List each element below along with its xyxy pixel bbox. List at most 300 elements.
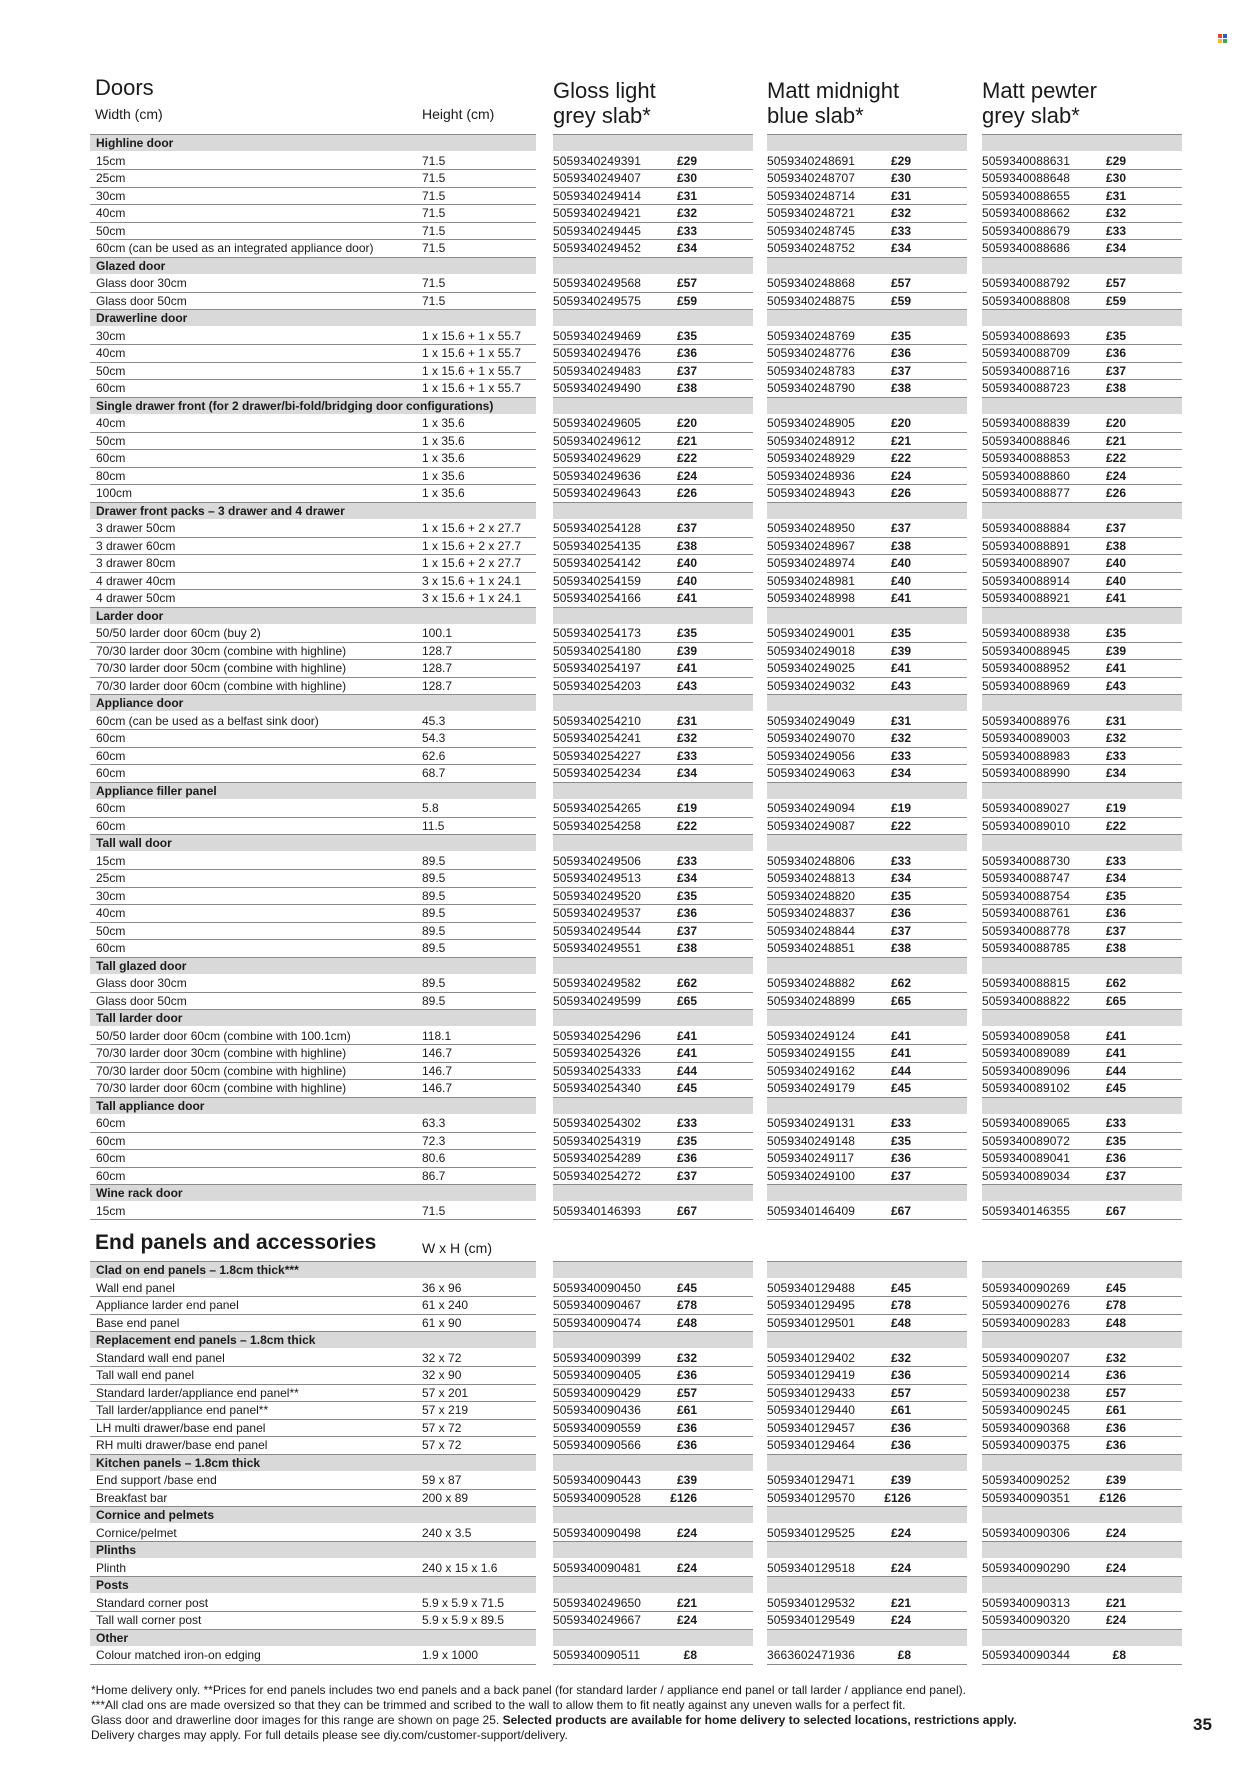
cell-gloss-light-grey-price: £31 — [676, 713, 697, 728]
cell-matt-midnight-blue-price: £41 — [890, 1046, 911, 1060]
cell-matt-midnight-blue-price: £38 — [890, 941, 911, 955]
cell-matt-pewter-grey-code: 5059340090238 — [982, 1385, 1071, 1400]
section-bar — [982, 1010, 1182, 1026]
cell-gloss-light-grey-price: £30 — [676, 171, 697, 185]
section-bar — [982, 310, 1182, 326]
cell-gloss-light-grey-price: £39 — [676, 643, 697, 658]
cell-matt-pewter-grey-code: 5059340089027 — [982, 801, 1071, 815]
cell-height: 146.7 — [422, 1046, 453, 1060]
cell-matt-pewter-grey-price: £34 — [1105, 241, 1126, 255]
section-title: Drawer front packs – 3 drawer and 4 drawer — [96, 503, 345, 518]
cell-matt-midnight-blue-code: 5059340249094 — [767, 801, 856, 815]
cell-gloss-light-grey-code: 5059340249544 — [553, 923, 642, 938]
cell-matt-pewter-grey-code: 5059340090283 — [982, 1315, 1071, 1330]
cell-gloss-light-grey-price: £38 — [676, 538, 697, 553]
cell-size: 4 drawer 50cm — [96, 591, 176, 605]
cell-matt-pewter-grey-code: 5059340088853 — [982, 451, 1071, 465]
section-title: Appliance filler panel — [96, 783, 217, 798]
cell-matt-midnight-blue-code: 5059340248936 — [767, 468, 856, 483]
cell-gloss-light-grey-code: 5059340254166 — [553, 591, 642, 605]
section-bar — [982, 1577, 1182, 1593]
cell-size: 40cm — [96, 206, 126, 220]
cell-height: 45.3 — [422, 713, 446, 728]
cell-matt-midnight-blue-price: £24 — [890, 468, 911, 483]
cell-size: 60cm — [96, 1133, 126, 1148]
cell-size: 60cm — [96, 941, 126, 955]
cell-matt-pewter-grey-price: £24 — [1105, 1560, 1126, 1575]
section-bar — [553, 695, 753, 711]
section-bar — [982, 1332, 1182, 1348]
cell-gloss-light-grey-price: £65 — [676, 993, 697, 1008]
cell-gloss-light-grey-price: £44 — [676, 1063, 697, 1078]
cell-matt-pewter-grey-code: 5059340088778 — [982, 923, 1071, 938]
cell-size: Cornice/pelmet — [96, 1525, 177, 1540]
cell-matt-midnight-blue-code: 5059340129471 — [767, 1473, 856, 1487]
cell-gloss-light-grey-code: 5059340249445 — [553, 223, 642, 238]
cell-matt-midnight-blue-price: £39 — [890, 1473, 911, 1487]
cell-matt-midnight-blue-code: 5059340129549 — [767, 1613, 856, 1627]
cell-gloss-light-grey-price: £33 — [676, 748, 697, 763]
table-row-rule — [90, 467, 536, 468]
cell-matt-midnight-blue-price: £37 — [890, 1168, 911, 1183]
cell-matt-midnight-blue-code: 5059340129570 — [767, 1490, 856, 1505]
cell-matt-pewter-grey-price: £62 — [1105, 976, 1126, 990]
cell-matt-pewter-grey-code: 5059340088785 — [982, 941, 1071, 955]
cell-gloss-light-grey-code: 5059340249599 — [553, 993, 642, 1008]
cell-matt-midnight-blue-code: 5059340248912 — [767, 433, 856, 448]
cell-matt-pewter-grey-price: £67 — [1105, 1203, 1126, 1218]
cell-height: 1 x 35.6 — [422, 416, 465, 430]
section-title: Tall glazed door — [96, 958, 187, 973]
cell-height: 89.5 — [422, 888, 446, 903]
cell-gloss-light-grey-code: 5059340090528 — [553, 1490, 642, 1505]
cell-matt-pewter-grey-code: 5059340088709 — [982, 346, 1071, 360]
cell-size: 50/50 larder door 60cm (buy 2) — [96, 626, 261, 640]
cell-matt-midnight-blue-price: £33 — [890, 1116, 911, 1130]
cell-matt-pewter-grey-price: £32 — [1105, 206, 1126, 220]
cell-matt-midnight-blue-price: £22 — [890, 451, 911, 465]
cell-size: Standard corner post — [96, 1595, 209, 1610]
cell-height: 89.5 — [422, 853, 446, 868]
cell-matt-midnight-blue-code: 5059340249100 — [767, 1168, 856, 1183]
cell-height: 146.7 — [422, 1063, 453, 1078]
cell-matt-pewter-grey-price: £33 — [1105, 748, 1126, 763]
cell-matt-pewter-grey-price: £43 — [1105, 678, 1126, 693]
cell-matt-pewter-grey-price: £21 — [1105, 433, 1126, 448]
cell-size: 60cm (can be used as an integrated appliance door) — [96, 241, 374, 255]
cell-size: 60cm — [96, 1168, 126, 1183]
cell-matt-midnight-blue-price: £36 — [890, 1438, 911, 1452]
section-bar — [767, 310, 967, 326]
cell-gloss-light-grey-code: 5059340090405 — [553, 1368, 642, 1382]
cell-matt-midnight-blue-price: £32 — [890, 1350, 911, 1365]
cell-gloss-light-grey-price: £38 — [676, 941, 697, 955]
section-bar — [767, 835, 967, 851]
section-bar — [553, 1455, 753, 1471]
cell-size: RH multi drawer/base end panel — [96, 1438, 268, 1452]
cell-height: 89.5 — [422, 941, 446, 955]
cell-matt-pewter-grey-price: £26 — [1105, 486, 1126, 500]
table-row-rule — [90, 764, 536, 765]
cell-matt-pewter-grey-code: 5059340088655 — [982, 188, 1071, 203]
cell-gloss-light-grey-code: 5059340090474 — [553, 1315, 642, 1330]
cell-matt-midnight-blue-price: £61 — [890, 1403, 911, 1417]
cell-gloss-light-grey-price: £33 — [676, 1116, 697, 1130]
cell-gloss-light-grey-code: 5059340090511 — [553, 1648, 641, 1662]
section-bar — [767, 1577, 967, 1593]
cell-size: 30cm — [96, 188, 126, 203]
cell-matt-pewter-grey-code: 5059340088877 — [982, 486, 1071, 500]
section-bar — [553, 608, 753, 624]
cell-size: 50cm — [96, 923, 126, 938]
cell-matt-pewter-grey-price: £21 — [1105, 1595, 1126, 1610]
cell-height: 32 x 72 — [422, 1350, 462, 1365]
cell-matt-midnight-blue-price: £20 — [890, 416, 911, 430]
cell-size: 60cm — [96, 818, 126, 833]
section-bar — [767, 1010, 967, 1026]
section-bar — [553, 1507, 753, 1523]
cell-matt-pewter-grey-code: 5059340090252 — [982, 1473, 1071, 1487]
table-row-rule — [90, 869, 536, 870]
section-bar — [982, 783, 1182, 799]
section-bar — [553, 835, 753, 851]
cell-height: 200 x 89 — [422, 1490, 469, 1505]
cell-gloss-light-grey-code: 5059340254135 — [553, 538, 642, 553]
table-row-rule — [767, 1219, 967, 1220]
cell-matt-pewter-grey-price: £36 — [1105, 1151, 1126, 1165]
cell-matt-midnight-blue-code: 5059340129402 — [767, 1350, 856, 1365]
section-bar — [982, 695, 1182, 711]
cell-gloss-light-grey-code: 5059340249612 — [553, 433, 642, 448]
cell-height: 71.5 — [422, 276, 446, 290]
cell-height: 57 x 219 — [422, 1403, 469, 1417]
cell-gloss-light-grey-code: 5059340249650 — [553, 1595, 642, 1610]
cell-matt-pewter-grey-price: £44 — [1105, 1063, 1126, 1078]
cell-gloss-light-grey-code: 5059340249407 — [553, 171, 642, 185]
cell-gloss-light-grey-code: 5059340254340 — [553, 1081, 642, 1095]
section-title: Drawerline door — [96, 311, 188, 325]
cell-size: 60cm — [96, 731, 126, 745]
cell-height: 1 x 15.6 + 2 x 27.7 — [422, 538, 522, 553]
section-bar — [90, 1577, 536, 1593]
cell-matt-midnight-blue-code: 5059340129457 — [767, 1420, 856, 1435]
cell-size: 60cm (can be used as a belfast sink door) — [96, 713, 319, 728]
cell-height: 57 x 72 — [422, 1420, 462, 1435]
cell-gloss-light-grey-code: 5059340249537 — [553, 906, 642, 920]
cell-matt-pewter-grey-price: £36 — [1105, 906, 1126, 920]
cell-matt-pewter-grey-price: £24 — [1105, 1613, 1126, 1627]
cell-height: 5.9 x 5.9 x 89.5 — [422, 1613, 505, 1627]
cell-matt-midnight-blue-price: £35 — [890, 328, 911, 343]
cell-matt-midnight-blue-price: £34 — [890, 871, 911, 885]
cell-gloss-light-grey-price: £41 — [676, 1046, 697, 1060]
cell-matt-pewter-grey-price: £36 — [1105, 1438, 1126, 1452]
cell-matt-pewter-grey-code: 5059340088679 — [982, 223, 1071, 238]
cell-matt-midnight-blue-price: £48 — [890, 1315, 911, 1330]
cell-matt-pewter-grey-price: £34 — [1105, 766, 1126, 780]
cell-matt-pewter-grey-price: £41 — [1105, 1046, 1126, 1060]
cell-size: LH multi drawer/base end panel — [96, 1420, 266, 1435]
cell-gloss-light-grey-price: £35 — [676, 1133, 697, 1148]
cell-size: 4 drawer 40cm — [96, 573, 176, 588]
cell-matt-midnight-blue-code: 5059340248875 — [767, 293, 856, 308]
cell-gloss-light-grey-price: £59 — [676, 293, 697, 308]
cell-matt-pewter-grey-code: 5059340090290 — [982, 1560, 1071, 1575]
cell-gloss-light-grey-price: £21 — [676, 1595, 697, 1610]
cell-size: 70/30 larder door 50cm (combine with highline) — [96, 661, 347, 675]
cell-height: 1 x 15.6 + 2 x 27.7 — [422, 521, 522, 535]
cell-matt-midnight-blue-price: £38 — [890, 538, 911, 553]
cell-matt-midnight-blue-price: £40 — [890, 556, 911, 570]
cell-matt-midnight-blue-code: 5059340248837 — [767, 906, 856, 920]
cell-matt-pewter-grey-code: 5059340088884 — [982, 521, 1071, 535]
cell-gloss-light-grey-code: 5059340249469 — [553, 328, 642, 343]
cell-matt-pewter-grey-price: £31 — [1105, 713, 1126, 728]
cell-gloss-light-grey-code: 5059340146393 — [553, 1203, 642, 1218]
cell-matt-midnight-blue-price: £35 — [890, 1133, 911, 1148]
cell-matt-pewter-grey-price: £41 — [1105, 661, 1126, 675]
cell-matt-midnight-blue-code: 5059340248707 — [767, 171, 856, 185]
footnote-images-text: Glass door and drawerline door images for this range are shown on page 25. — [91, 1713, 503, 1727]
cell-matt-pewter-grey-price: £40 — [1105, 573, 1126, 588]
section-bar — [767, 608, 967, 624]
cell-matt-midnight-blue-code: 5059340129532 — [767, 1595, 856, 1610]
range-heading-gloss-light-grey: Gloss light grey slab* — [553, 78, 656, 128]
cell-size: 3 drawer 50cm — [96, 521, 176, 535]
cell-height: 5.8 — [422, 801, 439, 815]
cell-matt-midnight-blue-price: £37 — [890, 363, 911, 378]
cell-height: 89.5 — [422, 993, 446, 1008]
cell-matt-midnight-blue-code: 5059340248943 — [767, 486, 856, 500]
section-title: Kitchen panels – 1.8cm thick — [96, 1455, 261, 1470]
cell-matt-pewter-grey-price: £33 — [1105, 1116, 1126, 1130]
cell-gloss-light-grey-price: £8 — [683, 1648, 697, 1662]
cell-gloss-light-grey-code: 5059340254128 — [553, 521, 642, 535]
cell-gloss-light-grey-price: £32 — [676, 731, 697, 745]
footnote-charges: Delivery charges may apply. For full details please see diy.com/customer-support/delivery. — [91, 1728, 568, 1742]
cell-matt-midnight-blue-code: 3663602471936 — [767, 1648, 856, 1662]
section-bar — [553, 258, 753, 274]
cell-height: 57 x 72 — [422, 1438, 462, 1452]
cell-matt-pewter-grey-code: 5059340088938 — [982, 626, 1071, 640]
cell-matt-midnight-blue-price: £39 — [890, 643, 911, 658]
cell-gloss-light-grey-price: £33 — [676, 223, 697, 238]
cell-height: 71.5 — [422, 293, 446, 308]
cell-gloss-light-grey-price: £19 — [676, 801, 697, 815]
cell-matt-midnight-blue-code: 5059340248752 — [767, 241, 856, 255]
cell-size: 25cm — [96, 171, 126, 185]
cell-matt-midnight-blue-code: 5059340129501 — [767, 1315, 856, 1330]
footnote-availability: Selected products are available for home delivery to selected locations, restrictions apply. — [502, 1713, 1017, 1727]
table-row-rule — [90, 1132, 536, 1133]
section-bar — [767, 1262, 967, 1278]
cell-height: 118.1 — [422, 1028, 452, 1043]
cell-gloss-light-grey-code: 5059340249421 — [553, 206, 642, 220]
cell-size: Tall wall corner post — [96, 1613, 202, 1627]
cell-matt-midnight-blue-code: 5059340248905 — [767, 416, 856, 430]
cell-matt-pewter-grey-price: £39 — [1105, 643, 1126, 658]
cell-gloss-light-grey-price: £45 — [676, 1280, 697, 1295]
cell-matt-midnight-blue-price: £65 — [890, 993, 911, 1008]
cell-size: Tall larder/appliance end panel** — [96, 1403, 269, 1417]
cell-height: 128.7 — [422, 661, 453, 675]
cell-gloss-light-grey-price: £33 — [676, 853, 697, 868]
cell-gloss-light-grey-code: 5059340249452 — [553, 241, 642, 255]
cell-matt-pewter-grey-code: 5059340089096 — [982, 1063, 1071, 1078]
cell-height: 61 x 90 — [422, 1315, 462, 1330]
cell-matt-midnight-blue-code: 5059340248813 — [767, 871, 856, 885]
cell-matt-pewter-grey-code: 5059340090306 — [982, 1525, 1071, 1540]
cell-matt-pewter-grey-price: £31 — [1105, 188, 1126, 203]
cell-gloss-light-grey-code: 5059340249513 — [553, 871, 642, 885]
cell-matt-midnight-blue-code: 5059340248820 — [767, 888, 856, 903]
cell-gloss-light-grey-code: 5059340254258 — [553, 818, 642, 833]
cell-matt-midnight-blue-price: £36 — [890, 1151, 911, 1165]
table-row-rule — [90, 939, 536, 940]
section-bar — [553, 1262, 753, 1278]
cell-matt-pewter-grey-code: 5059340088761 — [982, 906, 1071, 920]
cell-gloss-light-grey-price: £35 — [676, 328, 697, 343]
cell-gloss-light-grey-code: 5059340254241 — [553, 731, 642, 745]
cell-matt-midnight-blue-price: £36 — [890, 1368, 911, 1382]
cell-matt-midnight-blue-price: £29 — [890, 153, 911, 168]
cell-gloss-light-grey-code: 5059340090481 — [553, 1560, 642, 1575]
cell-matt-pewter-grey-price: £24 — [1105, 1525, 1126, 1540]
cell-size: Colour matched iron-on edging — [96, 1648, 261, 1662]
cell-matt-midnight-blue-price: £34 — [890, 766, 911, 780]
size-column-label: W x H (cm) — [422, 1240, 492, 1256]
cell-gloss-light-grey-price: £22 — [676, 451, 697, 465]
cell-height: 1 x 15.6 + 2 x 27.7 — [422, 556, 522, 570]
cell-gloss-light-grey-price: £20 — [676, 416, 697, 430]
cell-matt-midnight-blue-code: 5059340248868 — [767, 276, 856, 290]
section-title: Cornice and pelmets — [96, 1508, 215, 1522]
cell-matt-pewter-grey-price: £35 — [1105, 328, 1126, 343]
cell-gloss-light-grey-code: 5059340249391 — [553, 153, 642, 168]
cell-gloss-light-grey-code: 5059340090436 — [553, 1403, 642, 1417]
cell-matt-pewter-grey-price: £39 — [1105, 1473, 1126, 1487]
width-column-label: Width (cm) — [95, 106, 163, 122]
cell-matt-pewter-grey-code: 5059340088808 — [982, 293, 1071, 308]
cell-matt-midnight-blue-code: 5059340249063 — [767, 766, 856, 780]
cell-matt-pewter-grey-code: 5059340088976 — [982, 713, 1071, 728]
cell-height: 32 x 90 — [422, 1368, 462, 1382]
cell-size: 30cm — [96, 888, 126, 903]
cell-matt-midnight-blue-code: 5059340129464 — [767, 1438, 856, 1452]
cell-matt-midnight-blue-price: £35 — [890, 626, 911, 640]
footnote-delivery: *Home delivery only. **Prices for end panels includes two end panels and a back panel (for standard larder / appliance end panel or tall larder / appliance end panel). — [91, 1683, 966, 1697]
cell-size: 80cm — [96, 468, 126, 483]
cell-matt-pewter-grey-code: 5059340088693 — [982, 328, 1071, 343]
section-bar — [767, 783, 967, 799]
cell-matt-midnight-blue-code: 5059340249155 — [767, 1046, 856, 1060]
cell-matt-pewter-grey-code: 5059340088839 — [982, 416, 1071, 430]
cell-matt-midnight-blue-code: 5059340249032 — [767, 678, 856, 693]
cell-height: 57 x 201 — [422, 1385, 469, 1400]
cell-matt-pewter-grey-price: £32 — [1105, 1350, 1126, 1365]
section-bar — [767, 1098, 967, 1114]
section-bar — [982, 1542, 1182, 1558]
cell-matt-pewter-grey-code: 5059340089010 — [982, 818, 1071, 833]
cell-gloss-light-grey-code: 5059340090566 — [553, 1438, 642, 1452]
section-bar — [982, 1455, 1182, 1471]
cell-matt-midnight-blue-price: £41 — [890, 591, 911, 605]
cell-matt-pewter-grey-code: 5059340088686 — [982, 241, 1071, 255]
section-bar — [553, 135, 753, 151]
cell-height: 1 x 15.6 + 1 x 55.7 — [422, 363, 522, 378]
cell-size: 50cm — [96, 433, 126, 448]
cell-matt-midnight-blue-price: £35 — [890, 888, 911, 903]
cell-gloss-light-grey-price: £67 — [676, 1203, 697, 1218]
cell-height: 89.5 — [422, 906, 446, 920]
cell-gloss-light-grey-price: £24 — [676, 468, 697, 483]
cell-gloss-light-grey-code: 5059340254210 — [553, 713, 642, 728]
section-bar — [982, 958, 1182, 974]
cell-height: 128.7 — [422, 678, 453, 693]
cell-matt-midnight-blue-price: £126 — [884, 1490, 911, 1505]
table-row-rule — [90, 887, 536, 888]
cell-gloss-light-grey-price: £21 — [676, 433, 697, 448]
cell-height: 71.5 — [422, 171, 446, 185]
table-row-rule — [90, 432, 536, 433]
cell-gloss-light-grey-price: £36 — [676, 346, 697, 360]
cell-matt-midnight-blue-price: £57 — [890, 1385, 911, 1400]
cell-gloss-light-grey-code: 5059340254197 — [553, 661, 642, 675]
section-bar — [767, 503, 967, 519]
section-title: Tall appliance door — [96, 1098, 205, 1113]
cell-matt-midnight-blue-code: 5059340249056 — [767, 748, 856, 763]
cell-matt-pewter-grey-code: 5059340088792 — [982, 276, 1071, 290]
table-row-rule — [90, 204, 536, 205]
table-row-rule — [982, 1664, 1182, 1665]
section-bar — [982, 1507, 1182, 1523]
cell-matt-midnight-blue-code: 5059340248844 — [767, 923, 856, 938]
cell-matt-midnight-blue-code: 5059340249001 — [767, 626, 856, 640]
cell-matt-pewter-grey-price: £38 — [1105, 538, 1126, 553]
cell-gloss-light-grey-price: £126 — [670, 1490, 697, 1505]
cell-size: 70/30 larder door 30cm (combine with highline) — [96, 1046, 347, 1060]
section-bar — [982, 608, 1182, 624]
cell-gloss-light-grey-price: £37 — [676, 923, 697, 938]
cell-size: 3 drawer 80cm — [96, 556, 176, 570]
cell-matt-midnight-blue-price: £78 — [890, 1298, 911, 1312]
section-bar — [767, 1332, 967, 1348]
brand-logo-icon — [1218, 34, 1227, 43]
cell-height: 1 x 35.6 — [422, 486, 465, 500]
cell-height: 1.9 x 1000 — [422, 1648, 479, 1662]
section-bar — [767, 695, 967, 711]
cell-gloss-light-grey-price: £41 — [676, 1028, 697, 1043]
cell-matt-midnight-blue-code: 5059340248929 — [767, 451, 856, 465]
cell-size: 40cm — [96, 416, 126, 430]
cell-matt-midnight-blue-code: 5059340248981 — [767, 573, 856, 588]
cell-gloss-light-grey-price: £26 — [676, 486, 697, 500]
section-title: Single drawer front (for 2 drawer/bi-fold/bridging door configurations) — [96, 398, 494, 413]
cell-matt-pewter-grey-code: 5059340088860 — [982, 468, 1071, 483]
section-title: Tall wall door — [96, 836, 172, 850]
cell-size: 60cm — [96, 1116, 126, 1130]
cell-gloss-light-grey-price: £43 — [676, 678, 697, 693]
cell-matt-midnight-blue-price: £21 — [890, 433, 911, 448]
cell-matt-midnight-blue-price: £21 — [890, 1595, 911, 1610]
cell-matt-pewter-grey-code: 5059340090207 — [982, 1350, 1071, 1365]
section-title: Replacement end panels – 1.8cm thick — [96, 1333, 316, 1347]
cell-gloss-light-grey-code: 5059340090450 — [553, 1280, 642, 1295]
cell-gloss-light-grey-code: 5059340249636 — [553, 468, 642, 483]
cell-gloss-light-grey-code: 5059340090498 — [553, 1525, 642, 1540]
range-heading-matt-pewter-grey: Matt pewter grey slab* — [982, 78, 1097, 128]
cell-gloss-light-grey-code: 5059340249520 — [553, 888, 642, 903]
